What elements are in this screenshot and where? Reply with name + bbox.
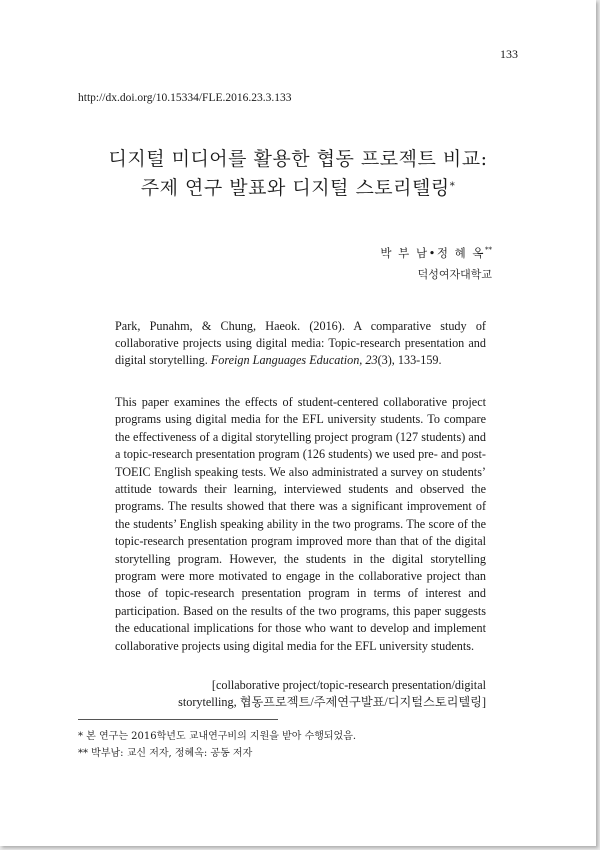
citation-journal: Foreign Languages Education, 23	[210, 353, 378, 368]
page-number: 133	[500, 47, 518, 61]
citation	[115, 318, 486, 370]
author-1: 박 부 남	[380, 245, 429, 260]
footnote-1: * 본 연구는 2016학년도 교내연구비의 지원을 받아 수행되었음.	[78, 731, 357, 742]
author-block	[380, 240, 492, 285]
keywords-line-1: [collaborative project/topic-research presentation/digital	[211, 678, 486, 692]
keywords-line-2: storytelling, 협동프로젝트/주제연구발표/디지털스토리텔링]	[178, 695, 486, 710]
doi-link[interactable]: http://dx.doi.org/10.15334/FLE.2016.23.3.133	[78, 92, 292, 104]
author-names	[380, 240, 492, 264]
keywords	[178, 677, 486, 712]
article-title	[0, 145, 596, 203]
footnote-2: ** 박부남: 교신 저자, 정혜옥: 공동 저자	[78, 748, 253, 759]
citation-suffix: (3), 133-159.	[377, 353, 442, 368]
author-affiliation: 덕성여자대학교	[417, 267, 492, 281]
footnotes	[78, 728, 356, 762]
title-line-2-text: 주제 연구 발표와 디지털 스토리텔링	[140, 177, 450, 199]
abstract: This paper examines the effects of student-centered collaborative project programs using digital media for the EFL university students. To compare the effectiveness of a digital storytelling project program (127 students) and a topic-research presentation program (126 students) we used pre- and post-TOEIC English speaking tests. We also administrated a survey on students’ attitude towards their learning, interviewed students and observed the programs. The results showed that there was a significant improvement of the students’ English speaking ability in the two programs. The score of the topic-research presentation program improved more than that of the digital storytelling program. However, the students in the digital storytelling program were more motivated to engage in the collaborative project than those of topic-research presentation program in terms of interest and participation. Based on the results of the two programs, this paper suggests the educational implications for those who want to develop and implement collaborative projects using digital media for the EFL university students.	[115, 395, 486, 653]
title-line-1: 디지털 미디어를 활용한 협동 프로젝트 비교:	[108, 148, 488, 170]
title-footnote-marker: *	[449, 181, 456, 192]
author-2: 정 혜 옥	[436, 245, 485, 260]
footnote-divider	[78, 719, 278, 720]
author-footnote-marker: **	[485, 246, 492, 254]
author-separator: •	[428, 245, 437, 260]
title-line-2	[0, 174, 596, 203]
citation-prefix: Park, Punahm, & Chung, Haeok. (2016). A comparative study of collaborative projects using digital media: Topic-research presentation and digital storytelling.	[115, 319, 486, 368]
